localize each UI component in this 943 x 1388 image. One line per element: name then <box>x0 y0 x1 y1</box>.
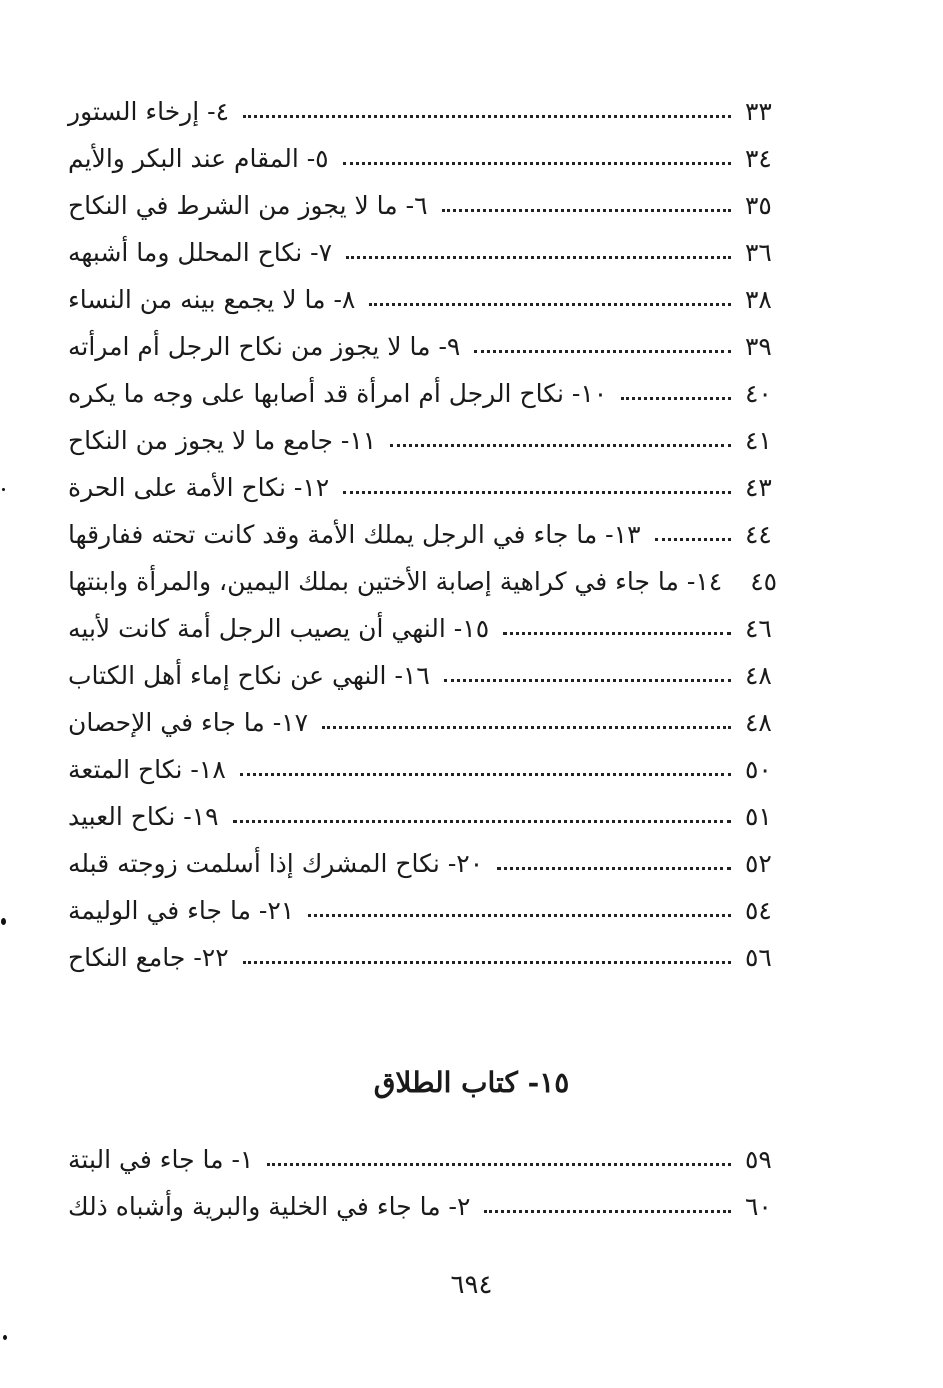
toc-entry <box>60 464 795 511</box>
toc-entry <box>60 370 795 417</box>
dot-leader <box>655 537 732 541</box>
dot-leader <box>484 1209 731 1213</box>
dot-leader <box>390 443 731 447</box>
toc-entry-page: ٥١ <box>745 802 772 831</box>
toc-entry-page: ٣٥ <box>745 191 772 220</box>
toc-entry-title: ١٥- النهي أن يصيب الرجل أمة كانت لأبيه <box>68 614 490 643</box>
scan-speck <box>3 1335 7 1340</box>
toc-entry <box>60 88 795 135</box>
toc-entry-page: ٤٥ <box>750 567 778 596</box>
dot-leader <box>369 302 731 306</box>
dot-leader <box>233 819 731 823</box>
toc-entry-title: ٢- ما جاء في الخلية والبرية وأشباه ذلك <box>68 1192 471 1221</box>
dot-leader <box>243 114 731 118</box>
toc-entry-page: ٣٦ <box>745 238 772 267</box>
toc-entry <box>60 229 795 276</box>
dot-leader <box>474 349 731 353</box>
toc-entry <box>60 417 795 464</box>
toc-entry-title: ١٧- ما جاء في الإحصان <box>68 708 309 737</box>
toc-entry-page: ٦٠ <box>745 1192 772 1221</box>
dot-leader <box>346 255 731 259</box>
dot-leader <box>442 208 731 212</box>
toc-entry-title: ١٢- نكاح الأمة على الحرة <box>68 473 330 502</box>
dot-leader <box>503 631 731 635</box>
dot-leader <box>444 678 731 682</box>
toc-entry-page: ٤٨ <box>745 708 772 737</box>
dot-leader <box>497 866 731 870</box>
dot-leader <box>240 772 731 776</box>
toc-entry-title: ١٨- نكاح المتعة <box>68 755 226 784</box>
dot-leader <box>343 490 731 494</box>
toc-entry-page: ٥٠ <box>745 755 772 784</box>
toc-entry <box>60 652 795 699</box>
toc-entry-page: ٣٤ <box>745 144 772 173</box>
toc-entry <box>60 511 795 558</box>
toc-entry-page: ٤٠ <box>745 379 772 408</box>
toc-entry <box>60 558 795 605</box>
toc-entry-title: ٦- ما لا يجوز من الشرط في النكاح <box>68 191 428 220</box>
toc-entry-page: ٤٤ <box>745 520 772 549</box>
toc-entry-page: ٣٨ <box>745 285 772 314</box>
toc-entry-title: ١٣- ما جاء في الرجل يملك الأمة وقد كانت تحته ففارقها <box>68 520 641 549</box>
toc-entry-page: ٣٩ <box>745 332 772 361</box>
toc-entry-page: ٤١ <box>745 426 772 455</box>
toc-entry <box>60 1183 795 1230</box>
dot-leader <box>308 913 731 917</box>
section-toc-list <box>60 1136 795 1230</box>
toc-entry-title: ١٦- النهي عن نكاح إماء أهل الكتاب <box>68 661 430 690</box>
toc-entry-page: ٥٩ <box>745 1145 772 1174</box>
toc-entry-title: ٢٢- جامع النكاح <box>68 943 229 972</box>
toc-entry <box>60 746 795 793</box>
scan-speck <box>1 918 6 925</box>
section-heading: ١٥- كتاب الطلاق <box>373 1066 570 1099</box>
toc-entry <box>60 840 795 887</box>
dot-leader <box>621 396 731 400</box>
toc-entry <box>60 605 795 652</box>
toc-entry <box>60 934 795 981</box>
toc-entry-title: ٤- إرخاء الستور <box>68 97 230 126</box>
toc-entry-page: ٤٦ <box>745 614 772 643</box>
toc-entry <box>60 182 795 229</box>
toc-entry-title: ٩- ما لا يجوز من نكاح الرجل أم امرأته <box>68 332 461 361</box>
toc-entry-page: ٥٢ <box>745 849 772 878</box>
toc-entry <box>60 699 795 746</box>
toc-entry-title: ٢٠- نكاح المشرك إذا أسلمت زوجته قبله <box>68 849 484 878</box>
toc-entry-title: ١٩- نكاح العبيد <box>68 802 219 831</box>
toc-entry-page: ٤٨ <box>745 661 772 690</box>
toc-entry-title: ١٤- ما جاء في كراهية إصابة الأختين بملك اليمين، والمرأة وابنتها <box>68 567 723 596</box>
dot-leader <box>267 1162 731 1166</box>
toc-entry-title: ٨- ما لا يجمع بينه من النساء <box>68 285 356 314</box>
toc-list <box>60 88 795 981</box>
toc-entry-title: ٥- المقام عند البكر والأيم <box>68 144 329 173</box>
scan-speck <box>2 488 5 491</box>
toc-entry <box>60 276 795 323</box>
toc-entry-title: ١١- جامع ما لا يجوز من النكاح <box>68 426 377 455</box>
page-number: ٦٩٤ <box>450 1270 493 1300</box>
toc-entry-page: ٤٣ <box>745 473 772 502</box>
toc-entry <box>60 887 795 934</box>
dot-leader <box>322 725 731 729</box>
toc-entry <box>60 135 795 182</box>
dot-leader <box>343 161 731 165</box>
toc-entry <box>60 793 795 840</box>
toc-entry-page: ٣٣ <box>745 97 772 126</box>
toc-entry-title: ٧- نكاح المحلل وما أشبهه <box>68 238 332 267</box>
toc-entry-title: ٢١- ما جاء في الوليمة <box>68 896 295 925</box>
toc-entry <box>60 323 795 370</box>
toc-entry <box>60 1136 795 1183</box>
toc-entry-title: ١٠- نكاح الرجل أم امرأة قد أصابها على وجه ما يكره <box>68 379 608 408</box>
toc-entry-page: ٥٤ <box>745 896 772 925</box>
toc-entry-page: ٥٦ <box>745 943 772 972</box>
dot-leader <box>243 960 731 964</box>
toc-entry-title: ١- ما جاء في البتة <box>68 1145 254 1174</box>
